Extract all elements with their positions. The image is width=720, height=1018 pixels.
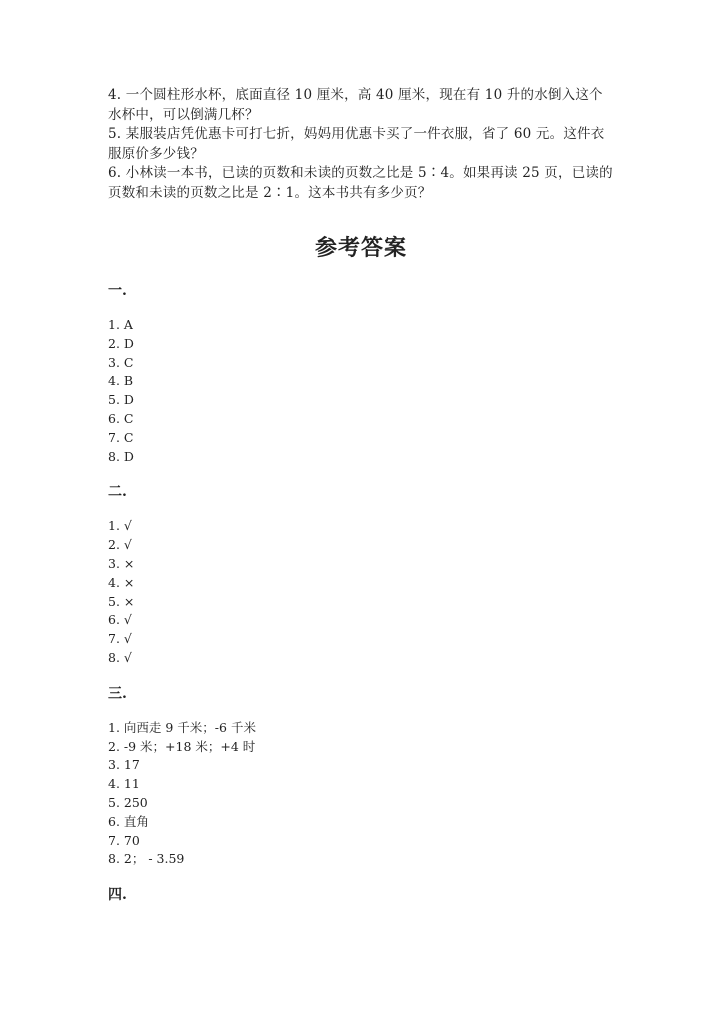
answer-item: 1. 向西走 9 千米；-6 千米 bbox=[108, 719, 256, 735]
answer-item: 7. C bbox=[108, 429, 134, 445]
answer-item: 3. C bbox=[108, 354, 134, 370]
answer-item: 2. √ bbox=[108, 537, 132, 553]
problem-5: 5. 某服装店凭优惠卡可打七折，妈妈用优惠卡买了一件衣服，省了 60 元。这件衣服原价多少钱？ bbox=[108, 126, 605, 162]
problem-list bbox=[108, 86, 614, 203]
answer-item: 7. 70 bbox=[108, 832, 140, 848]
section-heading-4: 四. bbox=[108, 887, 127, 904]
answer-item: 8. 2； - 3.59 bbox=[108, 851, 185, 867]
section-3-answers bbox=[108, 719, 614, 869]
answer-item: 7. √ bbox=[108, 631, 132, 647]
answer-item: 6. √ bbox=[108, 612, 132, 628]
answer-item: 5. D bbox=[108, 392, 134, 408]
answer-item: 1. √ bbox=[108, 518, 132, 534]
answer-item: 5. 250 bbox=[108, 794, 148, 810]
answer-item: 5. × bbox=[108, 593, 135, 609]
section-2-answers bbox=[108, 517, 614, 667]
answer-item: 8. √ bbox=[108, 649, 132, 665]
answer-item: 4. 11 bbox=[108, 776, 140, 792]
section-1-answers bbox=[108, 316, 614, 466]
answer-item: 6. C bbox=[108, 410, 134, 426]
answer-item: 3. × bbox=[108, 555, 135, 571]
problem-4: 4. 一个圆柱形水杯，底面直径 10 厘米，高 40 厘米，现在有 10 升的水倒入这个水杯中，可以倒满几杯？ bbox=[108, 87, 603, 123]
answer-item: 2. -9 米；+18 米；+4 时 bbox=[108, 738, 256, 754]
problem-6: 6. 小林读一本书，已读的页数和未读的页数之比是 5∶4。如果再读 25 页，已读的页数和未读的页数之比是 2∶1。这本书共有多少页？ bbox=[108, 165, 613, 201]
answer-item: 2. D bbox=[108, 335, 134, 351]
answer-item: 1. A bbox=[108, 317, 133, 332]
answer-item: 3. 17 bbox=[108, 757, 140, 773]
section-heading-2: 二. bbox=[108, 484, 127, 501]
section-heading-1: 一. bbox=[108, 283, 127, 299]
section-heading-3: 三. bbox=[108, 685, 127, 702]
answer-item: 4. × bbox=[108, 574, 135, 590]
document-page bbox=[108, 86, 614, 905]
answer-key-title: 参考答案 bbox=[314, 235, 407, 261]
answer-item: 8. D bbox=[108, 448, 134, 464]
answer-item: 6. 直角 bbox=[108, 813, 149, 829]
answer-item: 4. B bbox=[108, 373, 134, 389]
